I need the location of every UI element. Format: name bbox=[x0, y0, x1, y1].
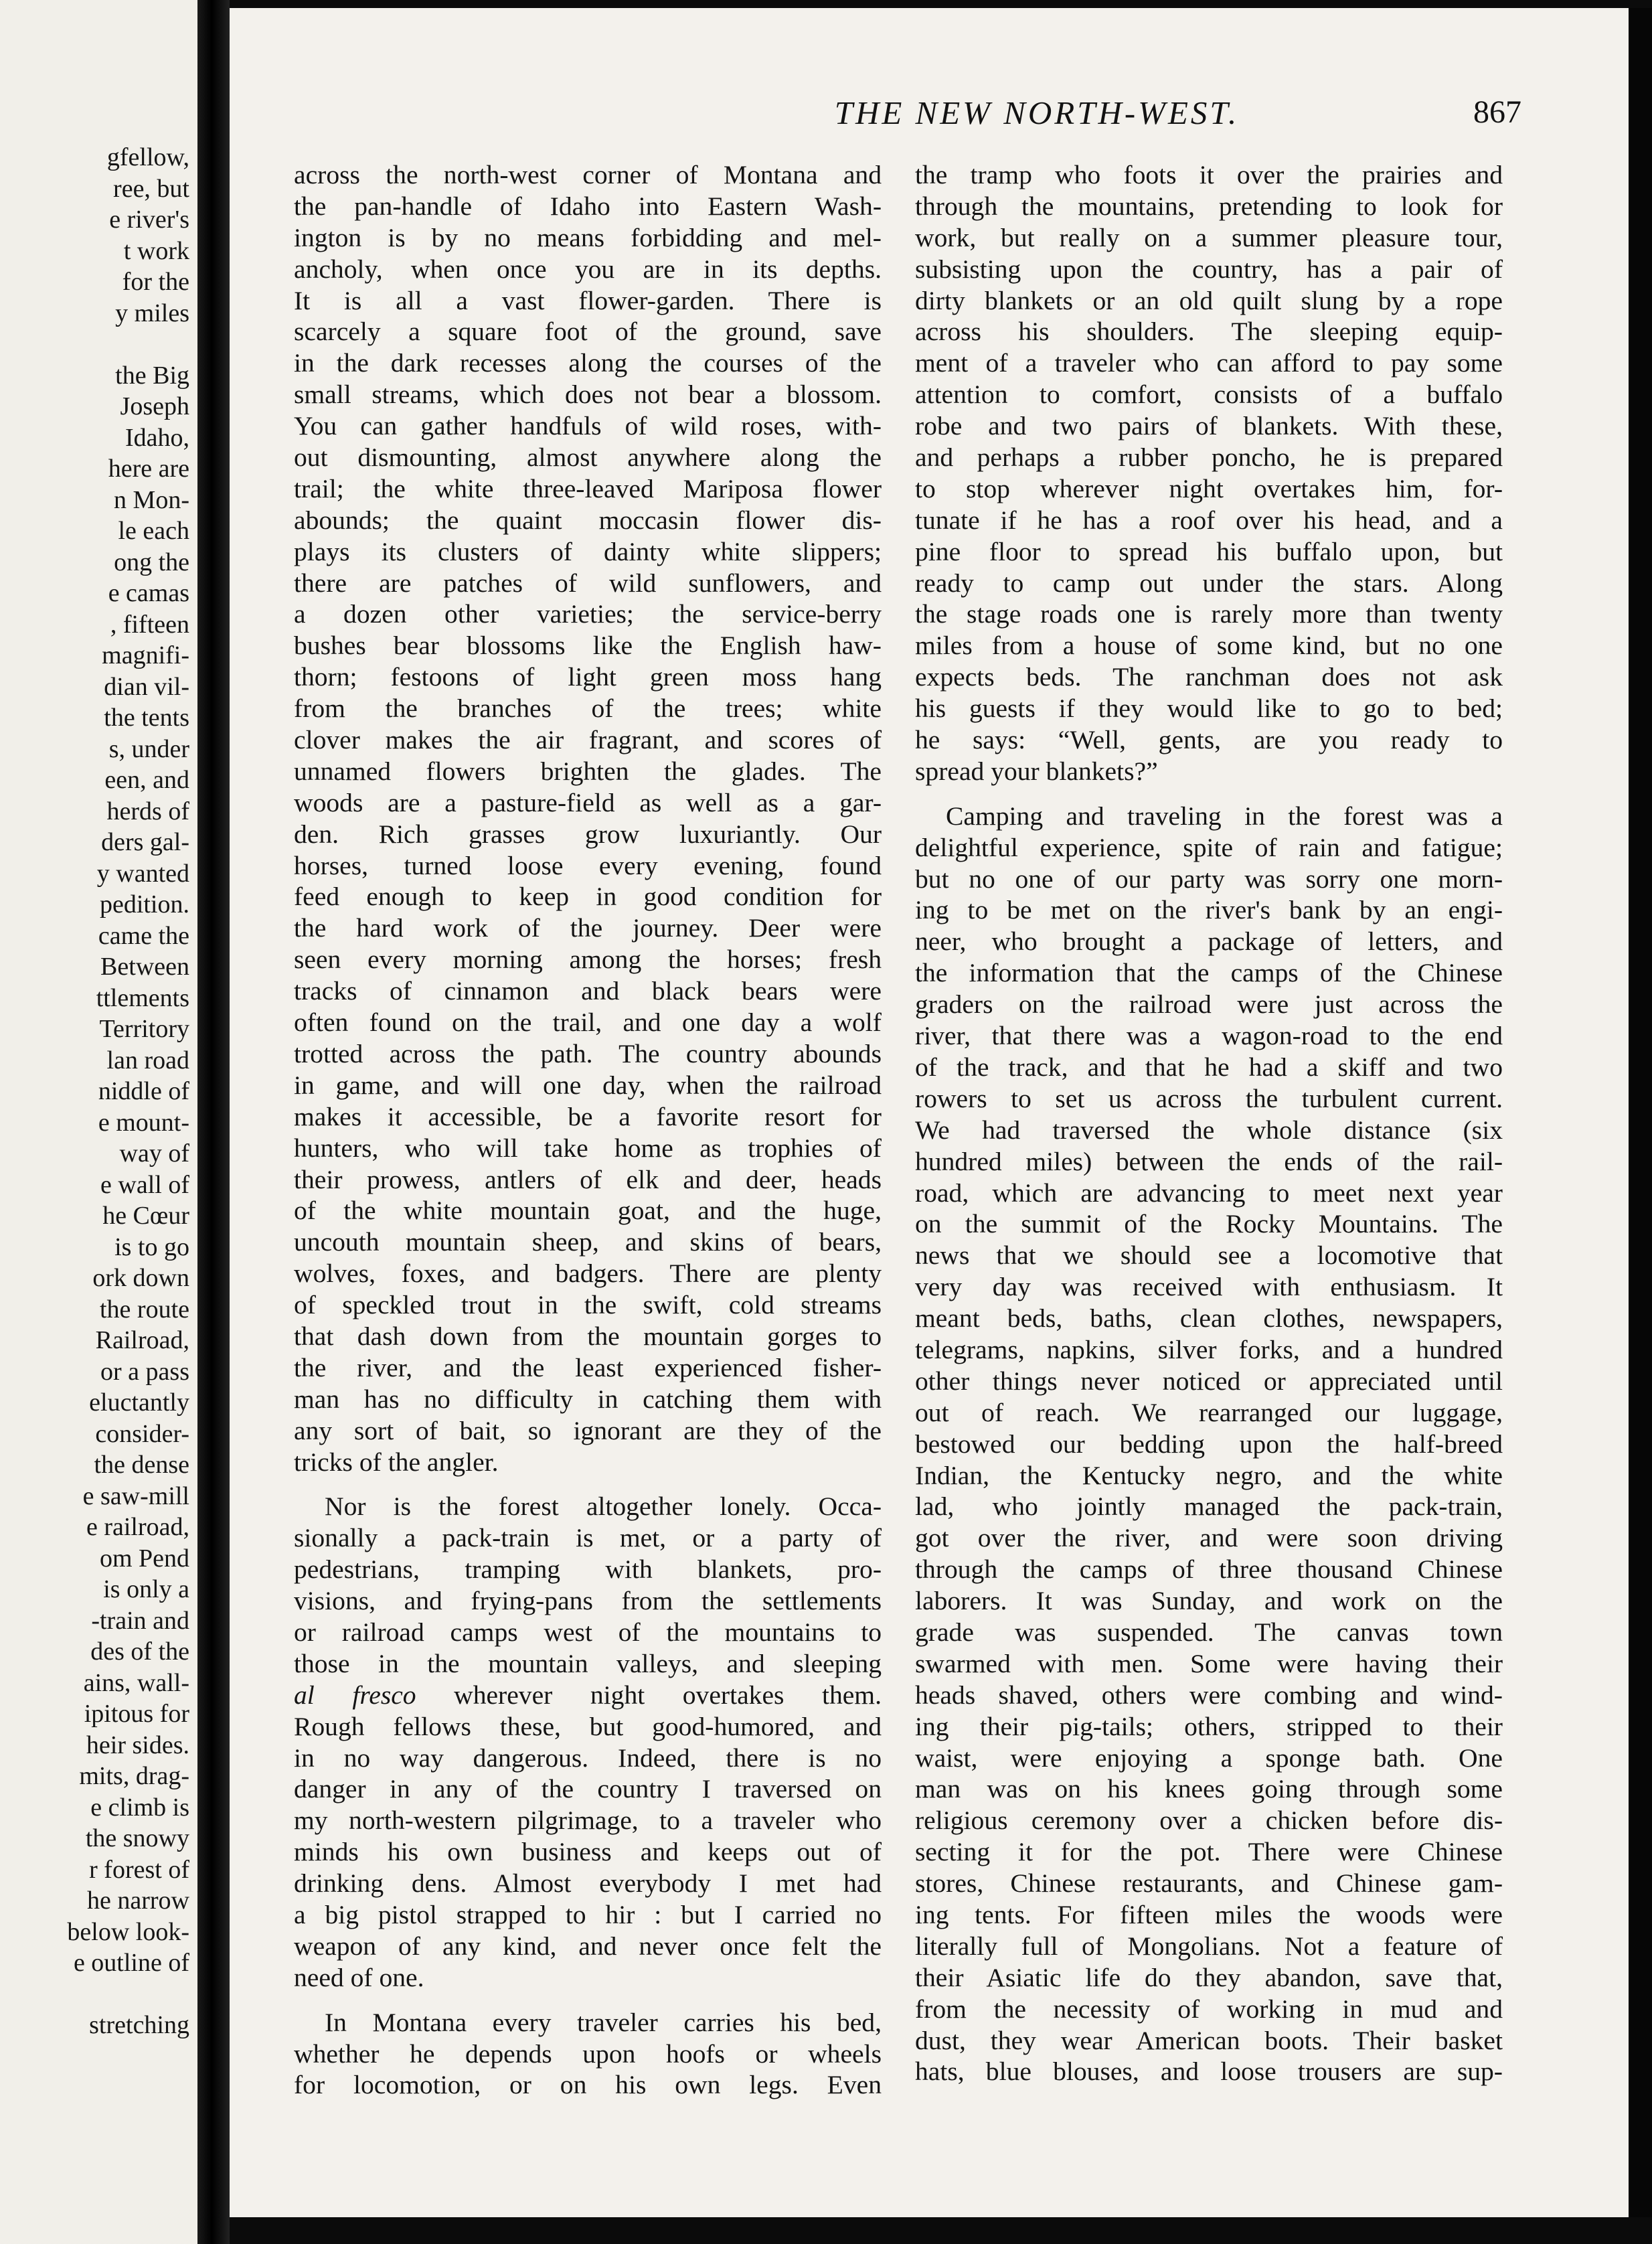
facing-page-line: e climb is bbox=[90, 1793, 189, 1822]
text-line: ready to camp out under the stars. Along bbox=[915, 568, 1503, 598]
facing-page-line: is to go bbox=[114, 1232, 189, 1261]
facing-page-line: , fifteen bbox=[110, 610, 189, 639]
text-line: unnamed flowers brighten the glades. The bbox=[294, 756, 882, 786]
text-line: scarcely a square foot of the ground, save bbox=[294, 317, 882, 347]
text-line: very day was received with enthusiasm. It bbox=[915, 1272, 1503, 1302]
running-title: THE NEW NORTH-WEST. bbox=[834, 94, 1240, 131]
text-line: the information that the camps of the Chinese bbox=[915, 958, 1503, 988]
paragraph bbox=[915, 801, 1503, 2088]
text-line: the hard work of the journey. Deer were bbox=[294, 913, 882, 943]
text-line: subsisting upon the country, has a pair of bbox=[915, 254, 1503, 284]
text-line: hundred miles) between the ends of the rail- bbox=[915, 1146, 1503, 1176]
text-line: laborers. It was Sunday, and work on the bbox=[915, 1586, 1503, 1616]
text-line: the tramp who foots it over the prairies and bbox=[915, 160, 1503, 189]
text-line: from the branches of the trees; white bbox=[294, 694, 882, 724]
facing-page-line: y wanted bbox=[96, 859, 189, 888]
text-line: across the north-west corner of Montana and bbox=[294, 160, 882, 189]
facing-page-line: or a pass bbox=[100, 1357, 189, 1386]
text-line: of the track, and that he had a skiff and two bbox=[915, 1052, 1503, 1082]
text-line: a big pistol strapped to hir : but I carried no bbox=[294, 1899, 882, 1929]
facing-page-fragment bbox=[0, 0, 197, 2244]
text-line: there are patches of wild sunflowers, and bbox=[294, 568, 882, 598]
facing-page-line: is only a bbox=[103, 1575, 189, 1603]
facing-page-line: ttlements bbox=[96, 983, 189, 1012]
text-line: ing their pig-tails; others, stripped to their bbox=[915, 1711, 1503, 1741]
text-line: tricks of the angler. bbox=[294, 1447, 499, 1477]
text-line: the stage roads one is rarely more than twenty bbox=[915, 599, 1503, 629]
facing-page-line: the dense bbox=[94, 1451, 189, 1479]
text-line: but no one of our party was sorry one morn- bbox=[915, 864, 1503, 894]
text-line: hunters, who will take home as trophies of bbox=[294, 1133, 882, 1163]
text-line: small streams, which does not bear a blossom. bbox=[294, 380, 882, 410]
facing-page-line: des of the bbox=[90, 1637, 189, 1666]
text-line: tracks of cinnamon and black bears were bbox=[294, 976, 882, 1006]
facing-page-line: consider- bbox=[95, 1419, 189, 1448]
facing-page-line: Railroad, bbox=[95, 1326, 189, 1354]
text-line: graders on the railroad were just across the bbox=[915, 989, 1503, 1020]
italic-phrase: al fresco bbox=[294, 1680, 416, 1710]
text-line: got over the river, and were soon driving bbox=[915, 1523, 1503, 1553]
paragraph bbox=[294, 1491, 882, 1993]
text-line: waist, were enjoying a sponge bath. One bbox=[915, 1743, 1503, 1773]
text-line: bestowed our bedding upon the half-breed bbox=[915, 1429, 1503, 1459]
text-line: al fresco wherever night overtakes them. bbox=[294, 1680, 882, 1710]
text-line: feed enough to keep in good condition for bbox=[294, 882, 882, 912]
text-line: attention to comfort, consists of a buffalo bbox=[915, 380, 1503, 410]
text-line: trotted across the path. The country abounds bbox=[294, 1038, 882, 1068]
text-line: out of reach. We rearranged our luggage, bbox=[915, 1397, 1503, 1427]
text-line: It is all a vast flower-garden. There is bbox=[294, 285, 882, 315]
text-line: to stop wherever night overtakes him, for- bbox=[915, 473, 1503, 503]
paragraph bbox=[294, 2007, 882, 2101]
text-line: thorn; festoons of light green moss hang bbox=[294, 662, 882, 692]
text-line: grade was suspended. The canvas town bbox=[915, 1617, 1503, 1647]
text-line: their prowess, antlers of elk and deer, heads bbox=[294, 1164, 882, 1194]
facing-page-line: gfellow, bbox=[106, 143, 189, 171]
text-line: in game, and will one day, when the railroad bbox=[294, 1070, 882, 1100]
facing-page-line: e saw-mill bbox=[82, 1481, 189, 1510]
text-line: ancholy, when once you are in its depths. bbox=[294, 254, 882, 284]
text-line: need of one. bbox=[294, 1962, 424, 1992]
facing-page-line: r forest of bbox=[89, 1855, 189, 1884]
text-line: neer, who brought a package of letters, and bbox=[915, 927, 1503, 957]
text-line: rowers to set us across the turbulent current. bbox=[915, 1083, 1503, 1113]
text-line: for locomotion, or on his own legs. Even bbox=[294, 2070, 882, 2100]
text-line: or railroad camps west of the mountains to bbox=[294, 1617, 882, 1647]
text-line: Camping and traveling in the forest was a bbox=[946, 801, 1503, 831]
text-line: he says: “Well, gents, are you ready to bbox=[915, 725, 1503, 755]
facing-page-line: for the bbox=[122, 268, 189, 296]
text-line: heads shaved, others were combing and wind- bbox=[915, 1680, 1503, 1710]
facing-page-line: om Pend bbox=[99, 1544, 189, 1573]
facing-page-line bbox=[67, 329, 189, 360]
facing-page-line: Joseph bbox=[120, 392, 189, 420]
facing-page-line: e wall of bbox=[100, 1170, 189, 1199]
facing-page-line: e river's bbox=[109, 206, 189, 234]
text-line: news that we should see a locomotive that bbox=[915, 1240, 1503, 1271]
facing-page-line bbox=[67, 1979, 189, 2010]
text-line: religious ceremony over a chicken before dis- bbox=[915, 1806, 1503, 1836]
text-line: on the summit of the Rocky Mountains. The bbox=[915, 1209, 1503, 1239]
text-line: hats, blue blouses, and loose trousers are sup- bbox=[915, 2057, 1503, 2087]
facing-page-line: he Cœur bbox=[102, 1202, 189, 1230]
facing-page-line: eluctantly bbox=[89, 1388, 189, 1417]
text-line: woods are a pasture-field as well as a gar- bbox=[294, 787, 882, 817]
text-line: ing tents. For fifteen miles the woods were bbox=[915, 1899, 1503, 1929]
text-line: my north-western pilgrimage, to a traveler who bbox=[294, 1806, 882, 1836]
paragraph bbox=[294, 159, 882, 1477]
text-line: secting it for the pot. There were Chinese bbox=[915, 1837, 1503, 1867]
text-line: ington is by no means forbidding and mel- bbox=[294, 222, 882, 252]
text-line: whether he depends upon hoofs or wheels bbox=[294, 2038, 882, 2069]
text-line: In Montana every traveler carries his bed, bbox=[325, 2007, 882, 2037]
text-line: the pan-handle of Idaho into Eastern Wash- bbox=[294, 191, 882, 221]
text-line: man was on his knees going through some bbox=[915, 1774, 1503, 1804]
facing-page-line: Between bbox=[100, 953, 189, 981]
text-line: drinking dens. Almost everybody I met had bbox=[294, 1868, 882, 1899]
text-line: his guests if they would like to go to bed; bbox=[915, 694, 1503, 724]
facing-page-line: niddle of bbox=[98, 1077, 189, 1105]
text-line: den. Rich grasses grow luxuriantly. Our bbox=[294, 819, 882, 849]
facing-page-line: magnifi- bbox=[102, 641, 189, 669]
text-line: wolves, foxes, and badgers. There are plenty bbox=[294, 1259, 882, 1289]
text-line: spread your blankets?” bbox=[915, 756, 1158, 786]
text-line: across his shoulders. The sleeping equip- bbox=[915, 317, 1503, 347]
page-header bbox=[230, 94, 1629, 134]
text-line: from the necessity of working in mud and bbox=[915, 1994, 1503, 2024]
facing-page-line: n Mon- bbox=[114, 485, 189, 514]
text-line: bushes bear blossoms like the English haw- bbox=[294, 631, 882, 661]
text-line: plays its clusters of dainty white slippers; bbox=[294, 536, 882, 566]
text-line: clover makes the air fragrant, and scores of bbox=[294, 725, 882, 755]
text-line: ing to be met on the river's bank by an engi- bbox=[915, 895, 1503, 925]
text-line: swarmed with men. Some were having their bbox=[915, 1648, 1503, 1678]
facing-page-line: e railroad, bbox=[86, 1513, 189, 1541]
facing-page-line: ong the bbox=[114, 548, 189, 576]
text-line: horses, turned loose every evening, found bbox=[294, 850, 882, 880]
text-line: delightful experience, spite of rain and fatigue; bbox=[915, 832, 1503, 862]
paragraph-gap bbox=[294, 1477, 882, 1491]
text-column-left bbox=[294, 159, 882, 2101]
facing-page-line: here are bbox=[108, 455, 189, 483]
facing-page-line: Idaho, bbox=[125, 423, 189, 452]
text-line: You can gather handfuls of wild roses, with- bbox=[294, 411, 882, 441]
text-line: dirty blankets or an old quilt slung by a rope bbox=[915, 285, 1503, 315]
facing-page-line: came the bbox=[98, 921, 189, 950]
text-line: literally full of Mongolians. Not a feature of bbox=[915, 1931, 1503, 1961]
facing-page-line: way of bbox=[119, 1139, 189, 1168]
text-line: pine floor to spread his buffalo upon, but bbox=[915, 536, 1503, 566]
paragraph-gap bbox=[915, 787, 1503, 801]
facing-page-line: dian vil- bbox=[104, 672, 189, 701]
text-line: other things never noticed or appreciated until bbox=[915, 1366, 1503, 1396]
text-line: seen every morning among the horses; fresh bbox=[294, 945, 882, 975]
facing-page-line: Territory bbox=[99, 1015, 189, 1043]
text-line: lad, who jointly managed the pack-train, bbox=[915, 1492, 1503, 1522]
text-line: telegrams, napkins, silver forks, and a hundred bbox=[915, 1334, 1503, 1364]
facing-page-text bbox=[67, 142, 189, 2041]
text-line: that dash down from the mountain gorges to bbox=[294, 1321, 882, 1351]
facing-page-line: he narrow bbox=[87, 1887, 189, 1915]
text-line: visions, and frying-pans from the settlements bbox=[294, 1586, 882, 1616]
text-line: meant beds, baths, clean clothes, newspapers, bbox=[915, 1303, 1503, 1334]
facing-page-line: e camas bbox=[108, 579, 189, 607]
facing-page-line: mits, drag- bbox=[79, 1762, 189, 1790]
text-line: of speckled trout in the swift, cold streams bbox=[294, 1290, 882, 1320]
facing-page-line: the snowy bbox=[85, 1824, 189, 1852]
facing-page-line: s, under bbox=[108, 734, 189, 763]
facing-page-line: y miles bbox=[115, 299, 189, 327]
facing-page-line: -train and bbox=[91, 1606, 189, 1635]
facing-page-line: ders gal- bbox=[101, 828, 189, 856]
text-line: sionally a pack-train is met, or a party of bbox=[294, 1523, 882, 1553]
text-line: and perhaps a rubber poncho, he is prepared bbox=[915, 443, 1503, 473]
facing-page-line: heir sides. bbox=[86, 1731, 189, 1759]
text-line: Nor is the forest altogether lonely. Occa- bbox=[325, 1492, 882, 1522]
text-line: of the white mountain goat, and the huge, bbox=[294, 1196, 882, 1226]
text-line: ment of a traveler who can afford to pay some bbox=[915, 348, 1503, 378]
text-line: often found on the trail, and one day a wolf bbox=[294, 1008, 882, 1038]
paragraph-gap bbox=[294, 1994, 882, 2007]
facing-page-line: below look- bbox=[67, 1917, 189, 1946]
text-line: trail; the white three-leaved Mariposa flower bbox=[294, 473, 882, 503]
text-line: danger in any of the country I traversed on bbox=[294, 1774, 882, 1804]
text-line: any sort of bait, so ignorant are they of the bbox=[294, 1415, 882, 1445]
text-column-right bbox=[915, 159, 1503, 2087]
text-line: robe and two pairs of blankets. With these, bbox=[915, 411, 1503, 441]
facing-page-line: een, and bbox=[104, 766, 189, 794]
text-line: the river, and the least experienced fisher- bbox=[294, 1352, 882, 1382]
text-line: expects beds. The ranchman does not ask bbox=[915, 662, 1503, 692]
text-line: in no way dangerous. Indeed, there is no bbox=[294, 1743, 882, 1773]
page-867 bbox=[230, 8, 1629, 2217]
text-line: out dismounting, almost anywhere along the bbox=[294, 443, 882, 473]
facing-page-line: the Big bbox=[115, 361, 189, 390]
facing-page-line: stretching bbox=[89, 2011, 189, 2039]
text-line: We had traversed the whole distance (six bbox=[915, 1115, 1503, 1145]
paragraph bbox=[915, 159, 1503, 787]
facing-page-line: herds of bbox=[106, 797, 189, 825]
text-line: miles from a house of some kind, but no one bbox=[915, 631, 1503, 661]
text-line: through the camps of three thousand Chinese bbox=[915, 1554, 1503, 1585]
text-line: in the dark recesses along the courses of the bbox=[294, 348, 882, 378]
text-line: tunate if he has a roof over his head, and a bbox=[915, 505, 1503, 535]
text-line: road, which are advancing to meet next year bbox=[915, 1178, 1503, 1208]
text-line: a dozen other varieties; the service-berry bbox=[294, 599, 882, 629]
text-line: pedestrians, tramping with blankets, pro- bbox=[294, 1554, 882, 1585]
text-line: those in the mountain valleys, and sleeping bbox=[294, 1648, 882, 1678]
facing-page-line: t work bbox=[123, 236, 189, 265]
facing-page-line: ipitous for bbox=[84, 1700, 189, 1728]
facing-page-line: e outline of bbox=[73, 1949, 189, 1977]
facing-page-line: ree, but bbox=[113, 174, 189, 203]
text-line: man has no difficulty in catching them with bbox=[294, 1384, 882, 1414]
facing-page-line: lan road bbox=[106, 1046, 189, 1074]
page-edge-shadow bbox=[1629, 8, 1652, 2217]
facing-page-line: the route bbox=[99, 1295, 189, 1324]
text-line: Rough fellows these, but good-humored, and bbox=[294, 1711, 882, 1741]
text-line: their Asiatic life do they abandon, save that, bbox=[915, 1962, 1503, 1992]
text-line: river, that there was a wagon-road to the end bbox=[915, 1021, 1503, 1051]
text-line: through the mountains, pretending to look for bbox=[915, 191, 1503, 221]
text-line: uncouth mountain sheep, and skins of bears, bbox=[294, 1227, 882, 1257]
facing-page-line: the tents bbox=[104, 704, 189, 732]
facing-page-line: ains, wall- bbox=[83, 1668, 189, 1697]
book-gutter bbox=[197, 0, 230, 2244]
text-line: minds his own business and keeps out of bbox=[294, 1837, 882, 1867]
page-number: 867 bbox=[1473, 94, 1521, 130]
text-line: abounds; the quaint moccasin flower dis- bbox=[294, 505, 882, 535]
facing-page-line: ork down bbox=[92, 1264, 189, 1292]
text-line: dust, they wear American boots. Their basket bbox=[915, 2025, 1503, 2055]
text-line: work, but really on a summer pleasure tour, bbox=[915, 222, 1503, 252]
facing-page-line: le each bbox=[118, 517, 189, 545]
text-line: stores, Chinese restaurants, and Chinese gam- bbox=[915, 1868, 1503, 1899]
text-line: makes it accessible, be a favorite resort for bbox=[294, 1101, 882, 1131]
facing-page-line: e mount- bbox=[98, 1108, 189, 1137]
text-line: weapon of any kind, and never once felt the bbox=[294, 1931, 882, 1961]
text-line: Indian, the Kentucky negro, and the white bbox=[915, 1460, 1503, 1490]
facing-page-line: pedition. bbox=[99, 890, 189, 918]
